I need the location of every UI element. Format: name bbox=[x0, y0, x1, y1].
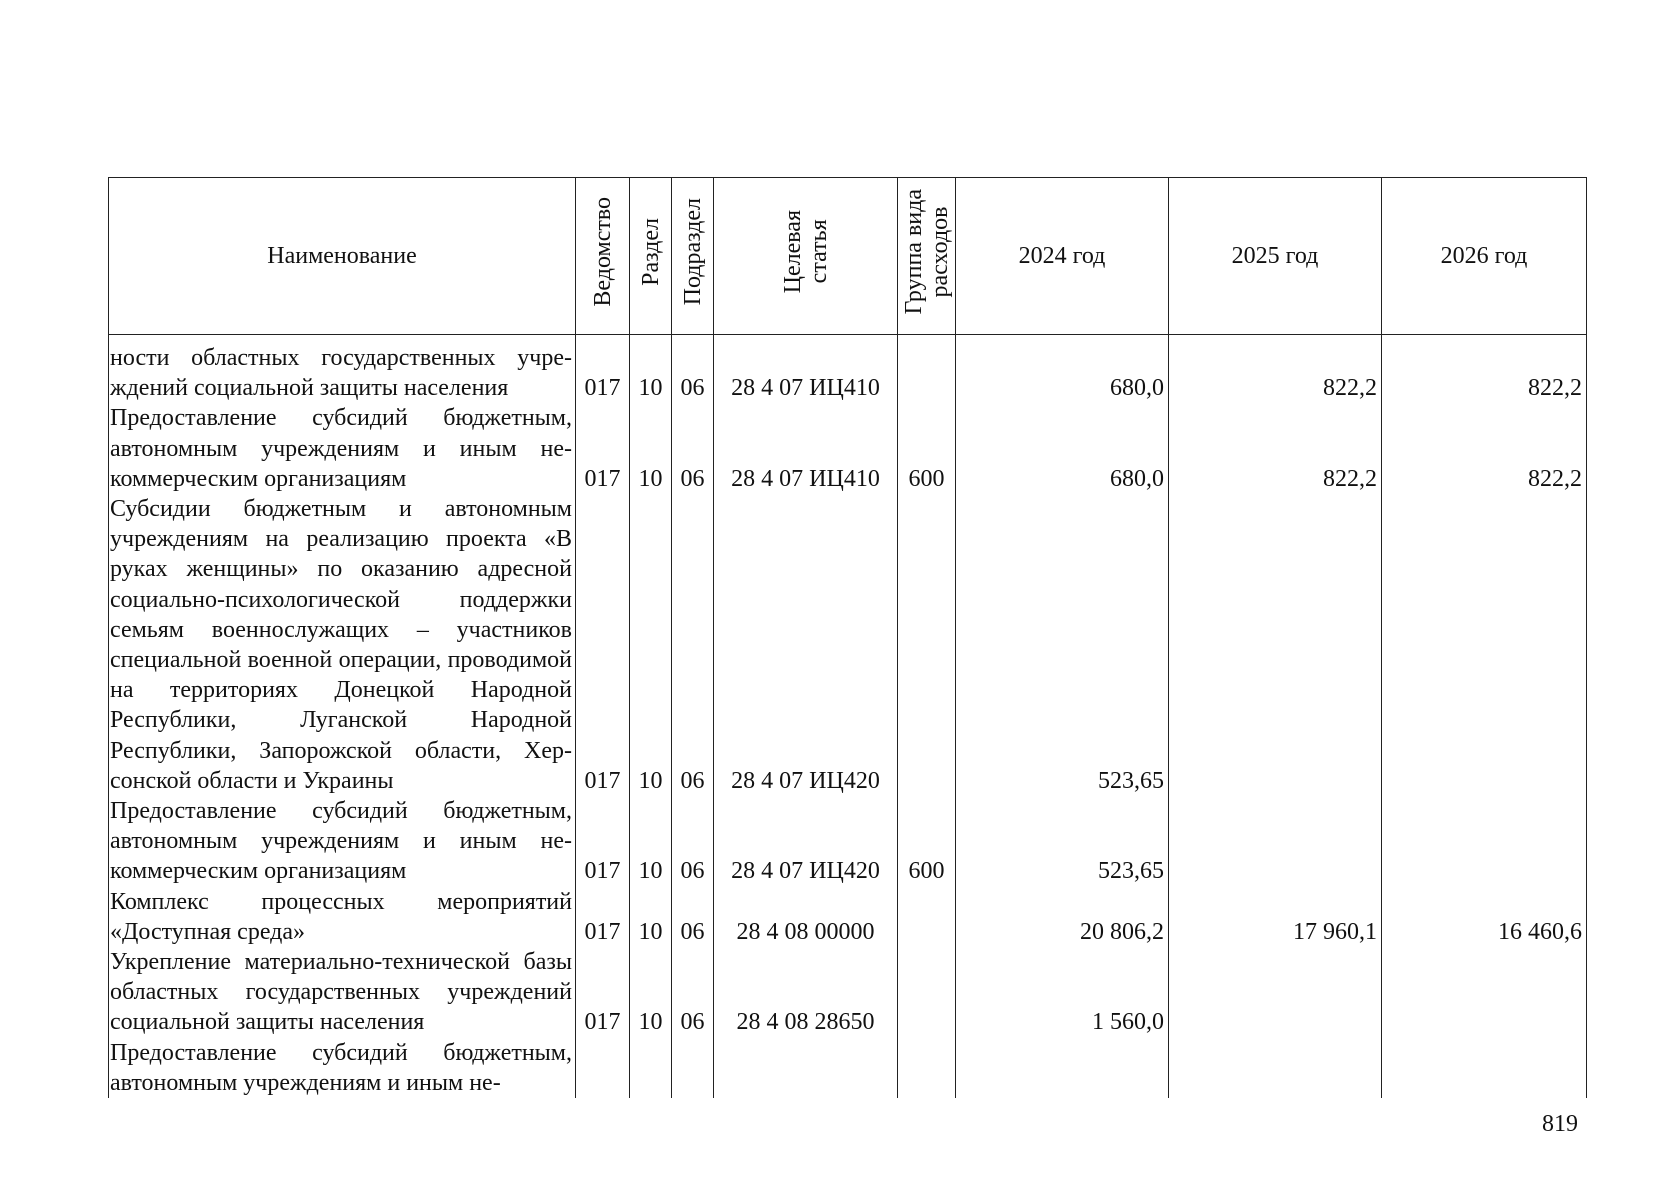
cell-raz: 10 bbox=[630, 343, 672, 403]
table-row bbox=[109, 887, 1587, 947]
cell-pod: 06 bbox=[672, 947, 714, 1038]
header-razdel bbox=[630, 178, 672, 335]
header-gruppa-label: Группа вида расходов bbox=[900, 189, 953, 315]
cell-grp bbox=[898, 1038, 956, 1098]
cell-name: ности областных государственных учреждений социальной защиты населения bbox=[109, 343, 576, 403]
page-number: 819 bbox=[1542, 1111, 1578, 1137]
cell-name: Комплекс процессных мероприятий «Доступная среда» bbox=[109, 887, 576, 947]
cell-ved: 017 bbox=[576, 796, 630, 887]
table-row bbox=[109, 494, 1587, 796]
cell-y2025 bbox=[1169, 796, 1382, 887]
cell-ved: 017 bbox=[576, 343, 630, 403]
cell-name: Субсидии бюджетным и автономным учреждениям на реализацию проекта «В руках женщины» по оказанию адресной социально-психологической поддержки семьям военнослужащих – участников специальной военной операции, проводимой на территориях Донецкой Народной Республики, Луганской Народной Республики, Запорожской области, Херсонской области и Украины bbox=[109, 494, 576, 796]
cell-y2025 bbox=[1169, 1038, 1382, 1098]
header-celevaya-label: Целевая статья bbox=[779, 210, 832, 294]
cell-y2024: 680,0 bbox=[956, 403, 1169, 494]
table-row bbox=[109, 1038, 1587, 1098]
cell-y2026: 822,2 bbox=[1382, 403, 1587, 494]
cell-name: Предоставление субсидий бюджетным, автономным учреждениям и иным некоммерческим организациям bbox=[109, 403, 576, 494]
cell-y2026 bbox=[1382, 1038, 1587, 1098]
cell-ved: 017 bbox=[576, 403, 630, 494]
cell-y2024: 523,65 bbox=[956, 796, 1169, 887]
cell-grp: 600 bbox=[898, 403, 956, 494]
cell-y2024: 680,0 bbox=[956, 343, 1169, 403]
cell-y2024: 1 560,0 bbox=[956, 947, 1169, 1038]
cell-raz bbox=[630, 1038, 672, 1098]
header-vedomstvo-label: Ведомство bbox=[589, 197, 616, 307]
cell-y2025 bbox=[1169, 947, 1382, 1038]
cell-cel: 28 4 08 28650 bbox=[714, 947, 898, 1038]
cell-raz: 10 bbox=[630, 403, 672, 494]
cell-y2024 bbox=[956, 1038, 1169, 1098]
header-2026: 2026 год bbox=[1382, 178, 1587, 335]
cell-grp bbox=[898, 494, 956, 796]
cell-cel bbox=[714, 1038, 898, 1098]
cell-y2026: 822,2 bbox=[1382, 343, 1587, 403]
header-2024: 2024 год bbox=[956, 178, 1169, 335]
header-name: Наименование bbox=[109, 178, 576, 335]
cell-y2025: 17 960,1 bbox=[1169, 887, 1382, 947]
header-podrazdel-label: Подраздел bbox=[679, 198, 706, 306]
cell-y2025: 822,2 bbox=[1169, 403, 1382, 494]
cell-pod bbox=[672, 1038, 714, 1098]
header-2025: 2025 год bbox=[1169, 178, 1382, 335]
cell-cel: 28 4 08 00000 bbox=[714, 887, 898, 947]
cell-y2026: 16 460,6 bbox=[1382, 887, 1587, 947]
cell-name: Укрепление материально-технической базы областных государственных учреждений социальной защиты населения bbox=[109, 947, 576, 1038]
cell-raz: 10 bbox=[630, 947, 672, 1038]
cell-grp bbox=[898, 343, 956, 403]
cell-cel: 28 4 07 ИЦ410 bbox=[714, 343, 898, 403]
cell-raz: 10 bbox=[630, 494, 672, 796]
cell-raz: 10 bbox=[630, 887, 672, 947]
header-gruppa bbox=[898, 178, 956, 335]
table-row bbox=[109, 947, 1587, 1038]
cell-y2026 bbox=[1382, 796, 1587, 887]
cell-y2024: 523,65 bbox=[956, 494, 1169, 796]
table-row bbox=[109, 403, 1587, 494]
header-podrazdel bbox=[672, 178, 714, 335]
header-celevaya bbox=[714, 178, 898, 335]
cell-ved bbox=[576, 1038, 630, 1098]
cell-cel: 28 4 07 ИЦ420 bbox=[714, 796, 898, 887]
cell-cel: 28 4 07 ИЦ420 bbox=[714, 494, 898, 796]
cell-y2025: 822,2 bbox=[1169, 343, 1382, 403]
cell-y2026 bbox=[1382, 494, 1587, 796]
cell-cel: 28 4 07 ИЦ410 bbox=[714, 403, 898, 494]
cell-grp bbox=[898, 887, 956, 947]
header-vedomstvo bbox=[576, 178, 630, 335]
table-row bbox=[109, 796, 1587, 887]
table-header bbox=[109, 178, 1587, 335]
cell-pod: 06 bbox=[672, 494, 714, 796]
cell-grp bbox=[898, 947, 956, 1038]
cell-ved: 017 bbox=[576, 947, 630, 1038]
cell-pod: 06 bbox=[672, 887, 714, 947]
table-row bbox=[109, 343, 1587, 403]
header-razdel-label: Раздел bbox=[637, 217, 664, 286]
table-top-spacer bbox=[109, 335, 1587, 344]
cell-y2026 bbox=[1382, 947, 1587, 1038]
cell-name: Предоставление субсидий бюджетным, автономным учреждениям и иным не- bbox=[109, 1038, 576, 1098]
budget-table bbox=[108, 177, 1587, 1098]
cell-raz: 10 bbox=[630, 796, 672, 887]
cell-ved: 017 bbox=[576, 887, 630, 947]
cell-name: Предоставление субсидий бюджетным, автономным учреждениям и иным некоммерческим организациям bbox=[109, 796, 576, 887]
cell-pod: 06 bbox=[672, 343, 714, 403]
cell-grp: 600 bbox=[898, 796, 956, 887]
cell-ved: 017 bbox=[576, 494, 630, 796]
cell-y2025 bbox=[1169, 494, 1382, 796]
cell-y2024: 20 806,2 bbox=[956, 887, 1169, 947]
cell-pod: 06 bbox=[672, 796, 714, 887]
cell-pod: 06 bbox=[672, 403, 714, 494]
table-body bbox=[109, 335, 1587, 1099]
